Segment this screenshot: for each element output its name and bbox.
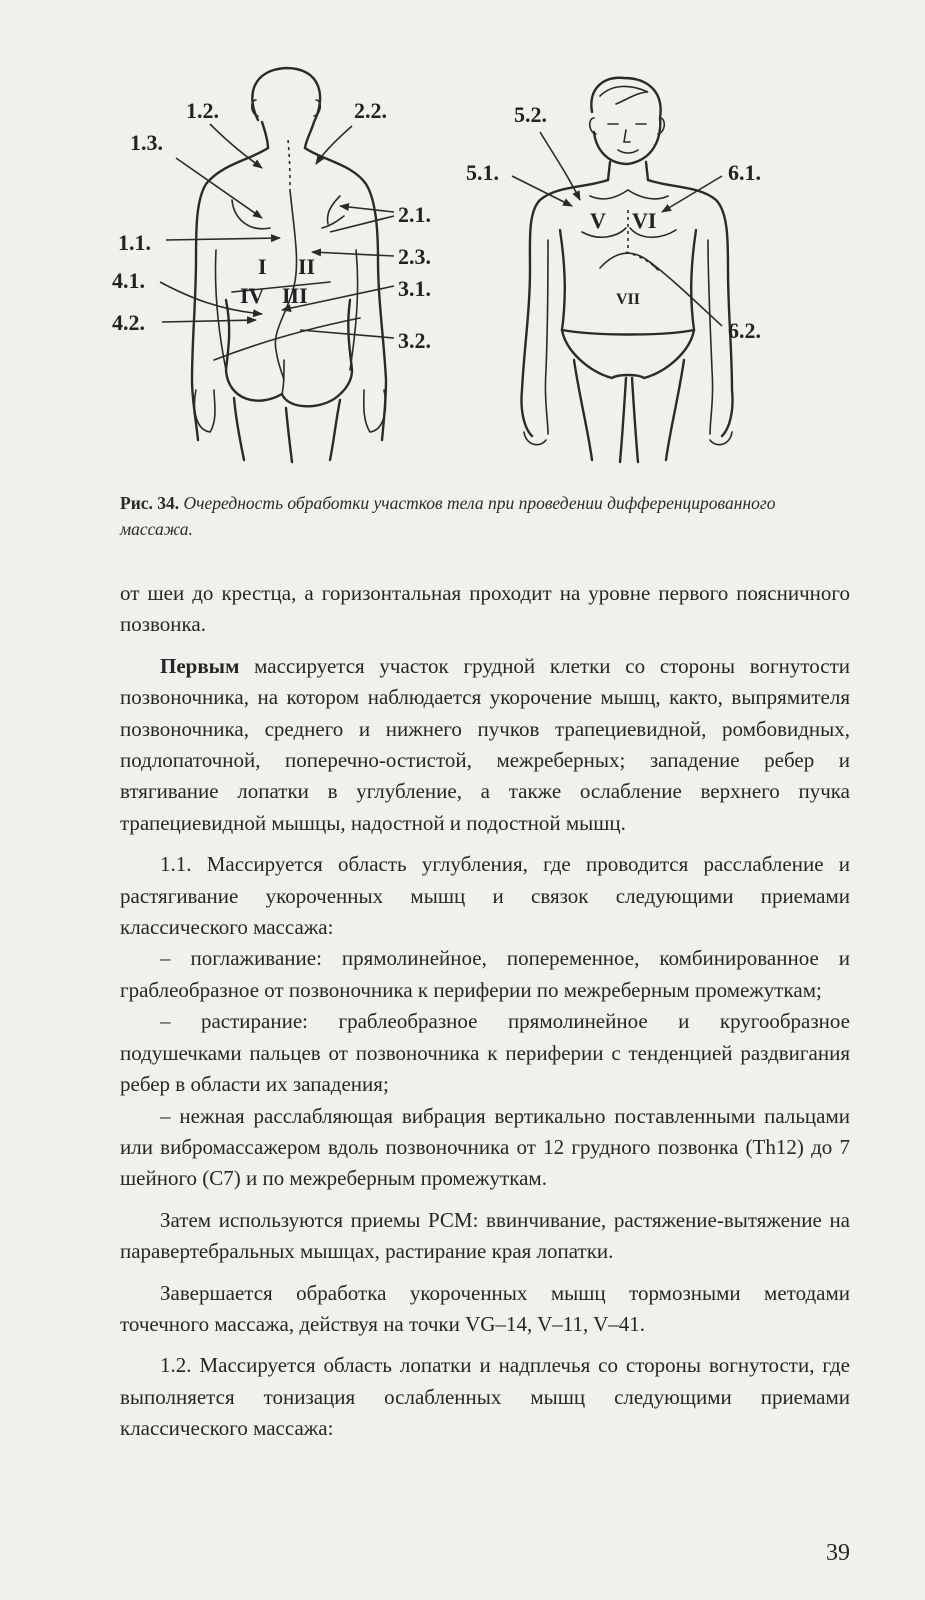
back-zone-III: III — [282, 283, 308, 308]
back-label-1-2: 1.2. — [186, 98, 219, 123]
back-label-3-2: 3.2. — [398, 328, 431, 353]
figure-34 — [0, 0, 925, 480]
back-label-2-1: 2.1. — [398, 202, 431, 227]
front-label-5-2: 5.2. — [514, 102, 547, 127]
back-label-4-2: 4.2. — [112, 310, 145, 335]
back-label-1-3: 1.3. — [130, 130, 163, 155]
back-figure — [192, 68, 386, 462]
paragraph-9: 1.2. Массируется область лопатки и надплечья со стороны вогнутости, где выполняется тонизация ослабленных мышц следующими приемами классического массажа: — [120, 1353, 850, 1441]
front-label-5-1: 5.1. — [466, 160, 499, 185]
page-number: 39 — [826, 1540, 850, 1566]
body-text — [120, 578, 850, 1445]
paragraph-2 — [120, 651, 850, 839]
back-zone-IV: IV — [240, 283, 265, 308]
front-zone-V: V — [590, 208, 606, 233]
paragraph-1: от шеи до крестца, а горизонтальная проходит на уровне первого поясничного позвонка. — [120, 581, 850, 637]
figure-caption — [120, 490, 850, 542]
front-head — [591, 78, 660, 164]
paragraph-5: – растирание: граблеобразное прямолинейное и кругообразное подушечками пальцев от позвоночника к периферии с тенденцией раздвигания ребер в области их западения; — [120, 1009, 850, 1097]
front-zone-VII: VII — [616, 291, 641, 308]
back-label-2-2: 2.2. — [354, 98, 387, 123]
paragraph-8: Завершается обработка укороченных мышц тормозными методами точечного массажа, действуя на точки VG–14, V–11, V–41. — [120, 1280, 850, 1336]
front-label-6-1: 6.1. — [728, 160, 761, 185]
back-label-1-1: 1.1. — [118, 230, 151, 255]
back-torso-right — [305, 148, 386, 440]
paragraph-2-bold: Первым — [160, 653, 240, 678]
back-label-4-1: 4.1. — [112, 268, 145, 293]
front-figure — [521, 78, 732, 462]
front-zone-VI: VI — [632, 208, 657, 233]
paragraph-3: 1.1. Массируется область углубления, где проводится расслабление и растягивание укороченных мышц и связок следующими приемами классического массажа: — [120, 852, 850, 940]
back-label-2-3: 2.3. — [398, 244, 431, 269]
paragraph-6: – нежная расслабляющая вибрация вертикально поставленными пальцами или вибромассажером вдоль позвоночника от 12 грудного позвонка (Th12) до 7 шейного (С7) и по межреберным промежуткам. — [120, 1103, 850, 1191]
caption-label: Рис. 34. — [120, 493, 180, 513]
back-zone-I: I — [258, 254, 267, 279]
back-zone-II: II — [298, 254, 316, 279]
paragraph-7: Затем используются приемы РСМ: ввинчивание, растяжение-вытяжение на паравертебральных мышцах, растирание края лопатки. — [120, 1207, 850, 1264]
paragraph-4: – поглаживание: прямолинейное, попеременное, комбинированное и граблеобразное от позвоночника к периферии по межреберным промежуткам; — [120, 946, 850, 1002]
caption-text: Очередность обработки участков тела при проведении дифференцированного массажа. — [120, 493, 776, 539]
paragraph-2-text: массируется участок грудной клетки со стороны вогнутости позвоночника, на котором наблюдается укорочение мышц, както, выпрямителя позвоночника, среднего и нижнего пучков трапециевидной, ромбовидных, подлопаточной, поперечно-остистой, межреберных; западение ребер и втягивание лопатки в углубление, а также ослабление верхнего пучка трапециевидной мышцы, надостной и подостной мышц. — [120, 653, 850, 835]
back-head — [252, 68, 320, 148]
front-label-6-2: 6.2. — [728, 318, 761, 343]
back-label-3-1: 3.1. — [398, 276, 431, 301]
front-torso-right — [648, 180, 733, 436]
body-diagram — [0, 0, 925, 480]
